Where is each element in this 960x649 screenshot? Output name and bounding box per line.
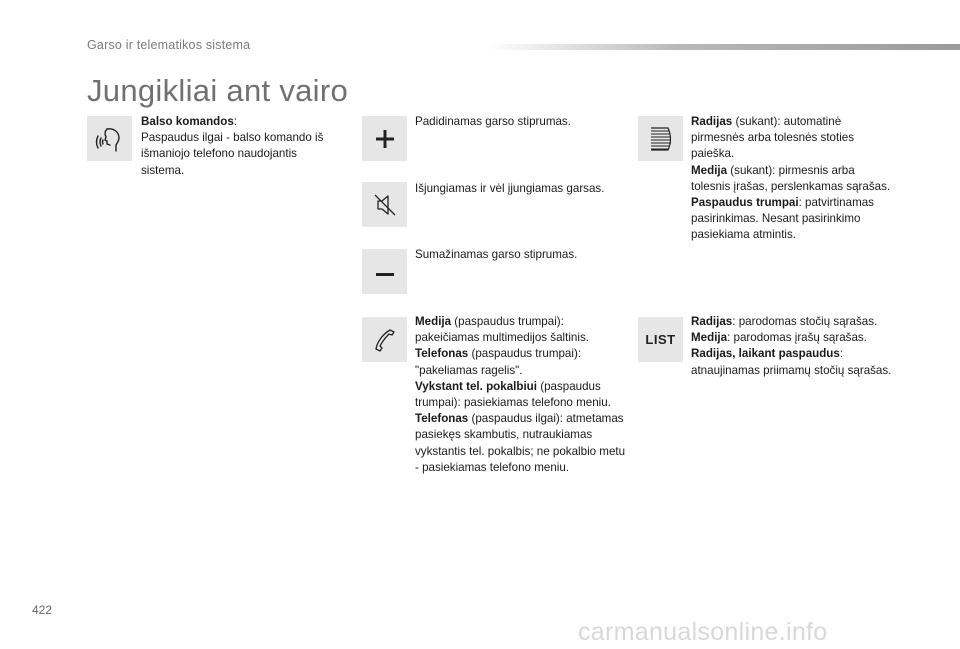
list-t1: : parodomas stočių sąrašas.	[732, 315, 878, 328]
voice-colon: :	[233, 115, 238, 128]
mute-speaker-icon	[362, 182, 407, 227]
phone-b4: Telefonas	[415, 412, 469, 426]
mute-text: Išjungiamas ir vėl įjungiamas garsas.	[415, 182, 605, 195]
wheel-t3: : patvirtinamas pasirinkimas. Nesant pasirinkimo pasiekiama atmintis.	[691, 196, 874, 242]
phone-icon	[362, 317, 407, 362]
phone-b3: Vykstant tel. pokalbiui	[415, 379, 537, 393]
phone-b2: Telefonas	[415, 347, 469, 361]
phone-t4: (paspaudus ilgai): atmetamas pasiekęs skambutis, nutraukiamas vykstantis tel. pokalbis; ne pokalbio metu - pasiekiamas telefono meniu.	[415, 412, 626, 474]
page-number: 422	[32, 603, 53, 617]
voice-description	[141, 114, 341, 179]
list-b2: Medija	[691, 331, 728, 345]
volume-up-text: Padidinamas garso stiprumas.	[415, 115, 571, 128]
page-title: Jungikliai ant vairo	[87, 73, 349, 108]
phone-t2: (paspaudus trumpai): "pakeliamas ragelis".	[415, 347, 582, 377]
watermark[interactable]: carmanualsonline.info	[578, 618, 828, 646]
list-label: LIST	[645, 332, 676, 347]
voice-title: Balso komandos	[141, 115, 234, 128]
list-b1: Radijas	[691, 315, 733, 328]
list-b3: Radijas, laikant paspaudus	[691, 347, 840, 361]
wheel-t1: (sukant): automatinė pirmesnės arba tolesnės stoties paieška.	[691, 115, 855, 161]
wheel-b1: Radijas	[691, 115, 733, 128]
wheel-description	[691, 114, 896, 244]
volume-down-text: Sumažinamas garso stiprumas.	[415, 248, 578, 261]
plus-icon	[362, 116, 407, 161]
minus-icon	[362, 249, 407, 294]
wheel-b2: Medija	[691, 163, 728, 177]
voice-command-icon	[87, 116, 132, 161]
list-t2: : parodomas įrašų sąrašas.	[727, 331, 867, 345]
phone-t3: (paspaudus trumpai): pasiekiamas telefono meniu.	[415, 379, 611, 410]
header-bar	[488, 44, 960, 50]
list-button-icon	[638, 317, 683, 362]
wheel-t2: (sukant): pirmesnis arba tolesnis įrašas, perslenkamas sąrašas.	[691, 163, 891, 193]
wheel-b3: Paspaudus trumpai	[691, 196, 799, 210]
phone-t1: (paspaudus trumpai): pakeičiamas multimedijos šaltinis.	[415, 315, 589, 345]
list-description	[691, 314, 901, 379]
list-t3: : atnaujinamas priimamų stočių sąrašas.	[691, 347, 892, 377]
phone-description	[415, 314, 630, 476]
voice-text: Paspaudus ilgai - balso komando iš išmaniojo telefono naudojantis sistema.	[141, 131, 324, 177]
thumbwheel-icon	[638, 116, 683, 161]
phone-b1: Medija	[415, 315, 452, 328]
section-label: Garso ir telematikos sistema	[87, 38, 251, 52]
